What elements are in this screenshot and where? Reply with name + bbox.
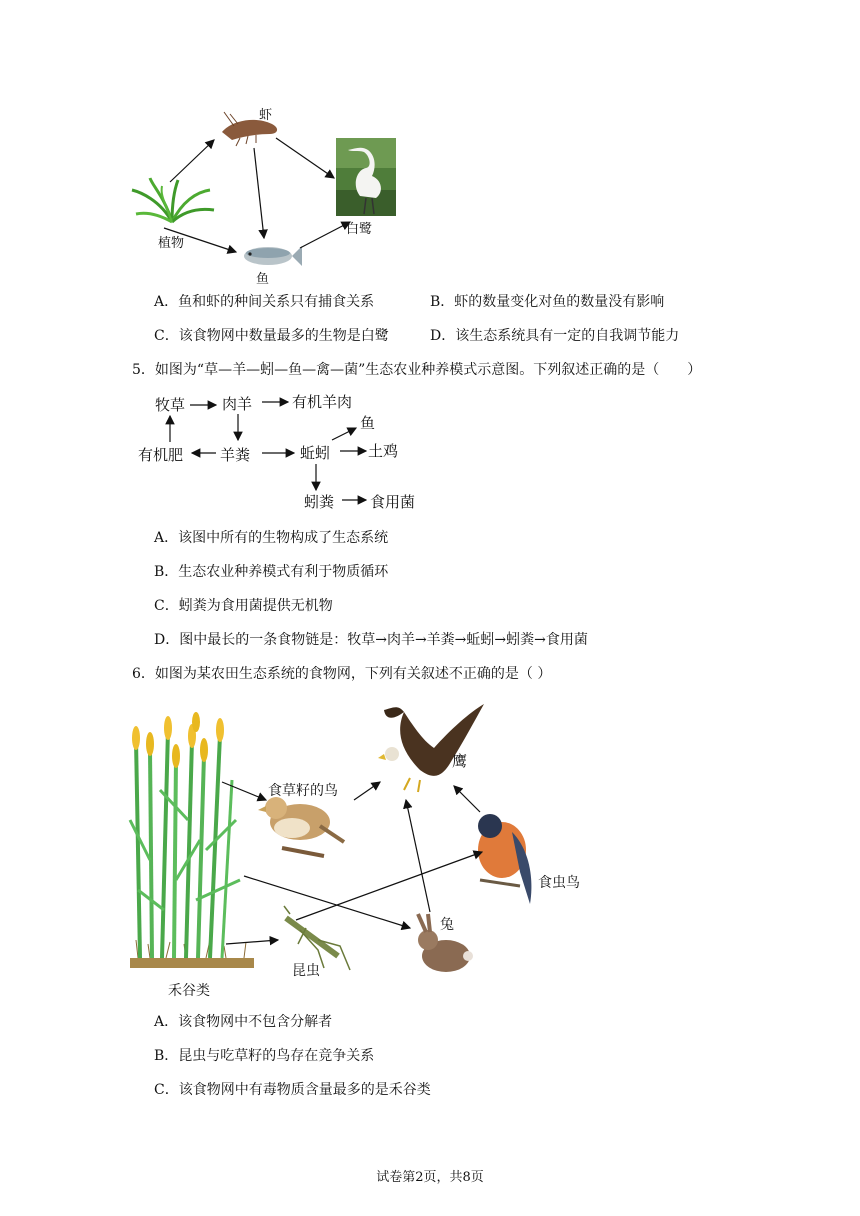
label-eagle: 鹰 bbox=[452, 752, 468, 770]
node-fish: 鱼 bbox=[360, 414, 376, 432]
seed-bird-illustration bbox=[258, 797, 344, 856]
label-seed-bird: 食草籽的鸟 bbox=[268, 783, 338, 799]
node-worm-dung: 蚓粪 bbox=[304, 493, 335, 511]
q5-option-b: B．生态农业种养模式有利于物质循环 bbox=[154, 564, 389, 580]
node-manure: 有机肥 bbox=[138, 446, 184, 464]
grain-illustration bbox=[130, 712, 254, 968]
label-plant: 植物 bbox=[158, 236, 185, 251]
label-insect: 昆虫 bbox=[292, 963, 320, 979]
node-forage: 牧草 bbox=[155, 396, 186, 414]
q6-stem: 6．如图为某农田生态系统的食物网，下列有关叙述不正确的是（ ） bbox=[132, 666, 552, 682]
eagle-illustration bbox=[378, 704, 484, 792]
page-footer: 试卷第2页，共8页 bbox=[376, 1170, 484, 1185]
q4-option-c: C．该食物网中数量最多的生物是白鹭 bbox=[154, 328, 389, 344]
node-earthworm: 蚯蚓 bbox=[300, 444, 331, 462]
q6-option-a: A．该食物网中不包含分解者 bbox=[154, 1014, 333, 1030]
label-shrimp: 虾 bbox=[259, 108, 273, 123]
q5-option-d: D．图中最长的一条食物链是：牧草→肉羊→羊粪→蚯蚓→蚓粪→食用菌 bbox=[154, 632, 588, 648]
q5-option-c: C．蚓粪为食用菌提供无机物 bbox=[154, 598, 333, 614]
node-mutton-sheep: 肉羊 bbox=[222, 395, 253, 413]
q4-option-b: B．虾的数量变化对鱼的数量没有影响 bbox=[430, 294, 665, 310]
node-fungus: 食用菌 bbox=[370, 493, 416, 511]
node-organic-mutton: 有机羊肉 bbox=[292, 393, 353, 411]
label-grain: 禾谷类 bbox=[168, 983, 210, 999]
node-chicken: 土鸡 bbox=[368, 442, 399, 460]
q6-option-b: B．昆虫与吃草籽的鸟存在竞争关系 bbox=[154, 1048, 375, 1064]
insect-bird-illustration bbox=[478, 814, 531, 904]
node-sheep-dung: 羊粪 bbox=[220, 446, 251, 464]
q6-option-c: C．该食物网中有毒物质含量最多的是禾谷类 bbox=[154, 1082, 431, 1098]
q4-option-d: D．该生态系统具有一定的自我调节能力 bbox=[430, 328, 680, 344]
label-egret: 白鹭 bbox=[346, 222, 373, 237]
label-fish: 鱼 bbox=[256, 272, 270, 287]
label-rabbit: 兔 bbox=[440, 917, 454, 933]
label-insect-bird: 食虫鸟 bbox=[538, 875, 580, 891]
q5-option-a: A．该图中所有的生物构成了生态系统 bbox=[154, 530, 389, 546]
q4-option-a: A．鱼和虾的种间关系只有捕食关系 bbox=[154, 294, 375, 310]
q5-stem: 5．如图为“草—羊—蚓—鱼—禽—菌”生态农业种养模式示意图。下列叙述正确的是（ ） bbox=[132, 362, 702, 378]
